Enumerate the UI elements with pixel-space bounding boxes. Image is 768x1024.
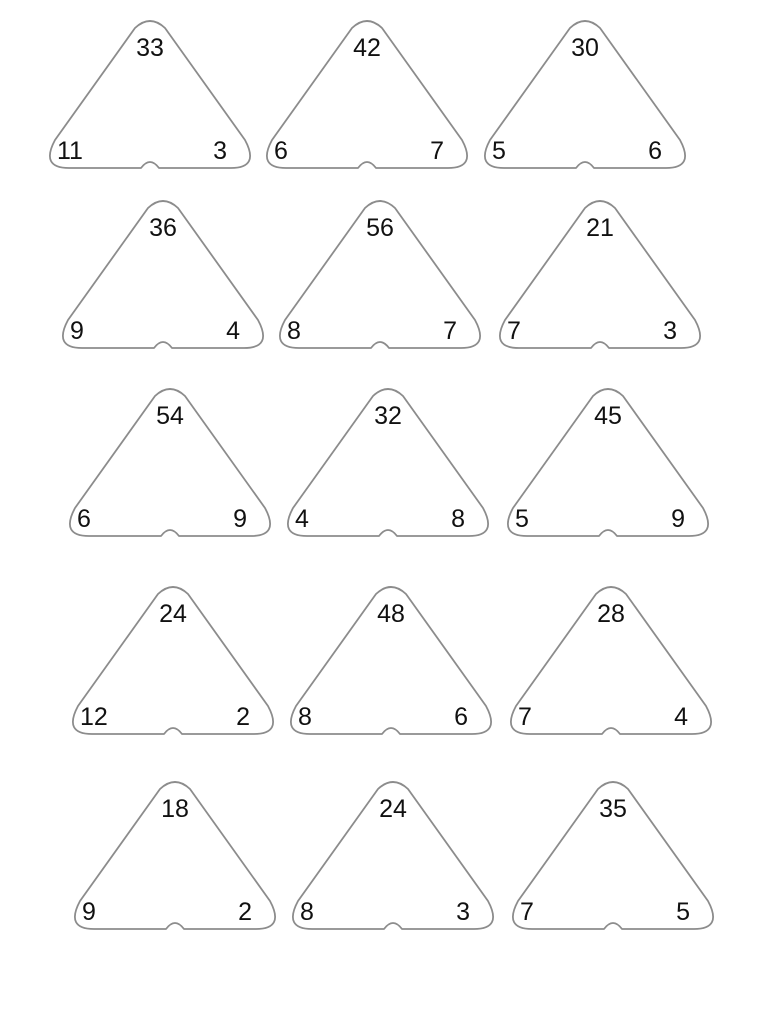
product-number: 33 bbox=[136, 34, 164, 62]
factor-right-number: 9 bbox=[233, 505, 247, 533]
factor-left-number: 8 bbox=[300, 898, 314, 926]
fact-triangle-card bbox=[68, 588, 278, 738]
factor-left-number: 9 bbox=[70, 317, 84, 345]
fact-triangle-card bbox=[286, 588, 496, 738]
factor-right-number: 8 bbox=[451, 505, 465, 533]
product-number: 42 bbox=[353, 34, 381, 62]
factor-left-number: 5 bbox=[492, 137, 506, 165]
factor-right-number: 2 bbox=[236, 703, 250, 731]
product-number: 36 bbox=[149, 214, 177, 242]
product-number: 56 bbox=[366, 214, 394, 242]
product-number: 24 bbox=[379, 795, 407, 823]
product-number: 21 bbox=[586, 214, 614, 242]
factor-right-number: 7 bbox=[430, 137, 444, 165]
fact-triangle-card bbox=[58, 202, 268, 352]
product-number: 35 bbox=[599, 795, 627, 823]
factor-left-number: 7 bbox=[518, 703, 532, 731]
factor-right-number: 3 bbox=[663, 317, 677, 345]
factor-left-number: 8 bbox=[287, 317, 301, 345]
factor-right-number: 3 bbox=[213, 137, 227, 165]
product-number: 54 bbox=[156, 402, 184, 430]
fact-triangle-card bbox=[503, 390, 713, 540]
product-number: 18 bbox=[161, 795, 189, 823]
factor-right-number: 4 bbox=[226, 317, 240, 345]
fact-triangle-card bbox=[70, 783, 280, 933]
fact-triangle-card bbox=[262, 22, 472, 172]
fact-triangle-card bbox=[275, 202, 485, 352]
fact-triangle-card bbox=[480, 22, 690, 172]
factor-left-number: 5 bbox=[515, 505, 529, 533]
product-number: 24 bbox=[159, 600, 187, 628]
factor-right-number: 9 bbox=[671, 505, 685, 533]
fact-triangle-card bbox=[283, 390, 493, 540]
fact-triangle-card bbox=[508, 783, 718, 933]
fact-triangle-card bbox=[495, 202, 705, 352]
product-number: 28 bbox=[597, 600, 625, 628]
fact-triangle-card bbox=[288, 783, 498, 933]
product-number: 48 bbox=[377, 600, 405, 628]
product-number: 32 bbox=[374, 402, 402, 430]
factor-right-number: 3 bbox=[456, 898, 470, 926]
factor-left-number: 7 bbox=[507, 317, 521, 345]
factor-right-number: 6 bbox=[454, 703, 468, 731]
factor-left-number: 6 bbox=[274, 137, 288, 165]
fact-triangle-card bbox=[45, 22, 255, 172]
factor-left-number: 6 bbox=[77, 505, 91, 533]
factor-right-number: 5 bbox=[676, 898, 690, 926]
factor-right-number: 6 bbox=[648, 137, 662, 165]
product-number: 45 bbox=[594, 402, 622, 430]
factor-left-number: 11 bbox=[57, 137, 83, 165]
factor-left-number: 7 bbox=[520, 898, 534, 926]
factor-right-number: 4 bbox=[674, 703, 688, 731]
factor-right-number: 2 bbox=[238, 898, 252, 926]
factor-left-number: 9 bbox=[82, 898, 96, 926]
factor-left-number: 4 bbox=[295, 505, 309, 533]
factor-left-number: 8 bbox=[298, 703, 312, 731]
fact-triangle-card bbox=[506, 588, 716, 738]
product-number: 30 bbox=[571, 34, 599, 62]
factor-left-number: 12 bbox=[80, 703, 108, 731]
fact-triangle-card bbox=[65, 390, 275, 540]
factor-right-number: 7 bbox=[443, 317, 457, 345]
